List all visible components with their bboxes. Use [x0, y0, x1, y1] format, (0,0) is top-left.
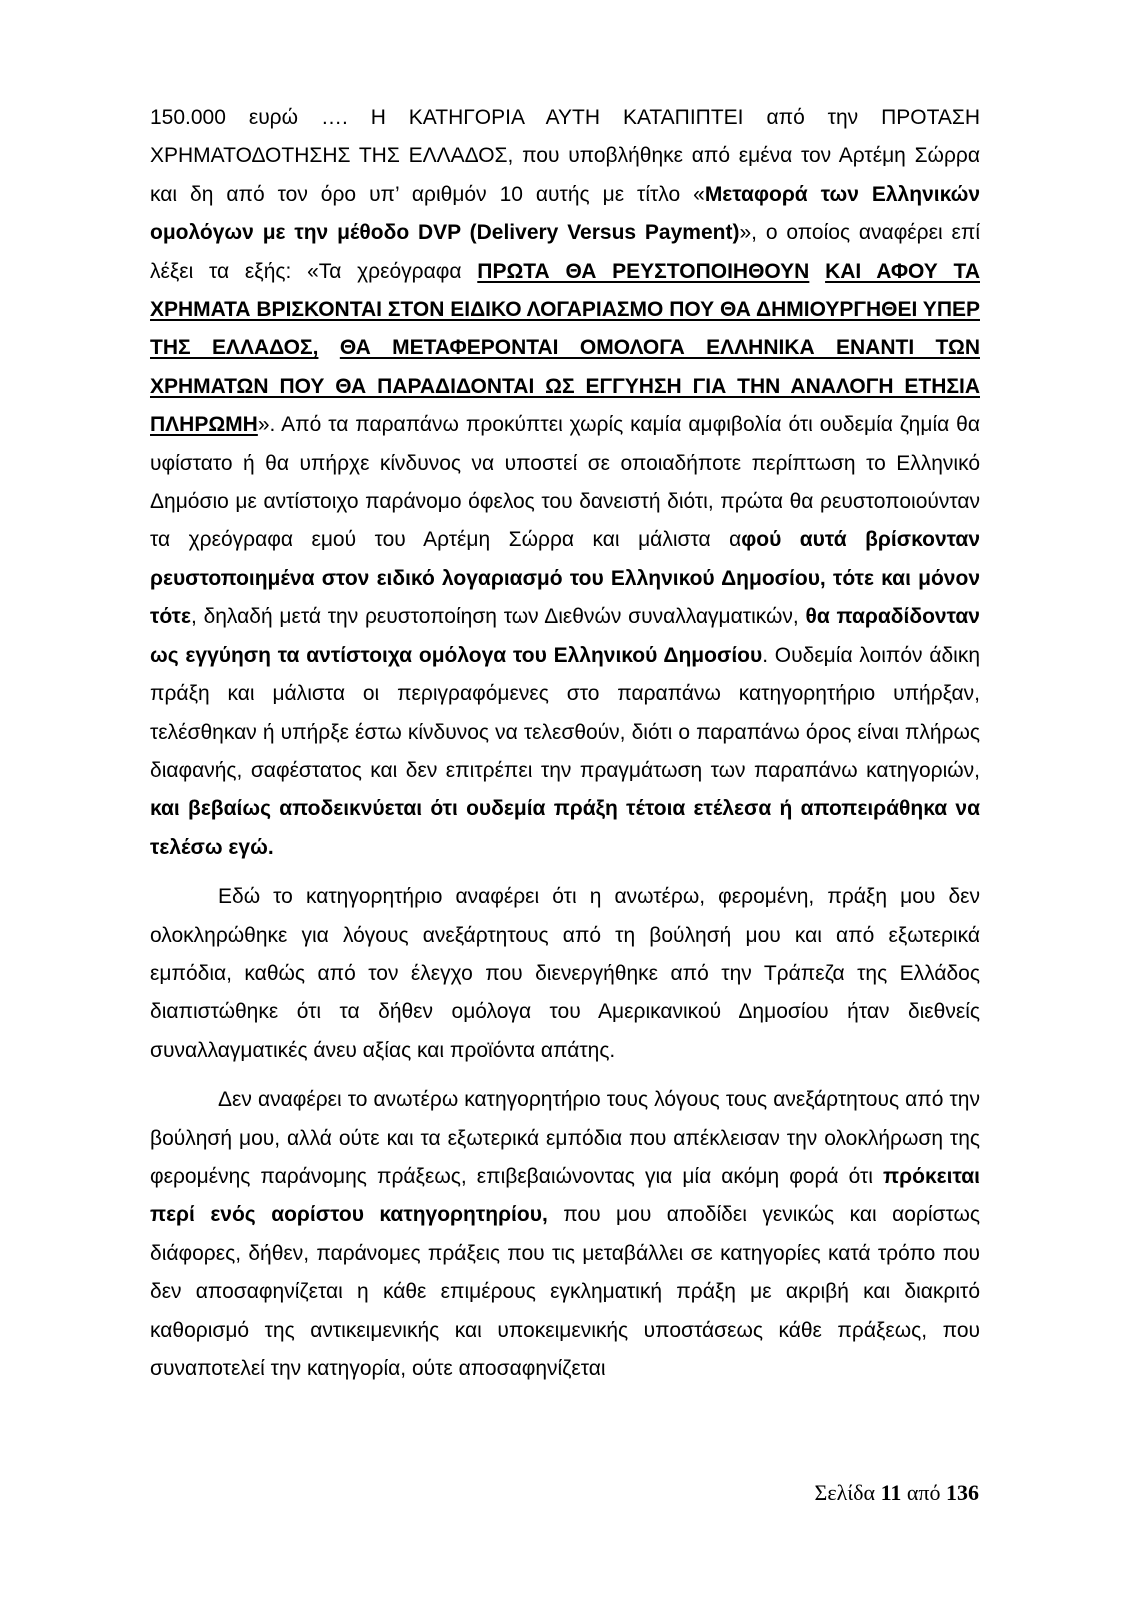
text-run: Εδώ το κατηγορητήριο αναφέρει ότι η ανωτέρω, φερομένη, πράξη μου δεν ολοκληρώθηκε για λόγους ανεξάρτητους από τη βούλησή μου και από εξωτερικά εμπόδια, καθώς από τον έλεγχο που διενεργήθηκε από την Τράπεζα της Ελλάδος διαπιστώθηκε ότι τα δήθεν ομόλογα του Αμερικανικού Δημοσίου ήταν διεθνείς συναλλαγματικές άνευ αξίας και προϊόντα απάτης. [150, 885, 980, 1062]
text-run [809, 260, 825, 283]
paragraph [150, 1081, 980, 1388]
emphasis-underlined-text: ΚΑΙ ΑΦΟΥ ΤΑ ΧΡΗΜΑΤΑ ΒΡΙΣΚΟΝΤΑΙ ΣΤΟΝ ΕΙΔΙΚΟ ΛΟΓΑΡΙΑΣΜΟ ΠΟΥ ΘΑ ΔΗΜΙΟΥΡΓΗΘΕΙ ΥΠΕΡ ΤΗΣ ΕΛΛΑΔΟΣ, [150, 259, 980, 360]
emphasis-underlined-text: ΘΑ ΜΕΤΑΦΕΡΟΝΤΑΙ ΟΜΟΛΟΓΑ ΕΛΛΗΝΙΚΑ ΕΝΑΝΤΙ ΤΩΝ ΧΡΗΜΑΤΩΝ ΠΟΥ ΘΑ ΠΑΡΑΔΙΔΟΝΤΑΙ ΩΣ ΕΓΓΥΗΣΗ ΓΙΑ ΤΗΝ ΑΝΑΛΟΓΗ ΕΤΗΣΙΑ ΠΛΗΡΩΜΗ [150, 336, 980, 437]
text-run: , δηλαδή μετά την ρευστοποίηση των Διεθνών συναλλαγματικών, [190, 605, 806, 629]
page-label: Σελίδα [814, 1480, 876, 1505]
text-run: που μου αποδίδει γενικώς και αορίστως διάφορες, δήθεν, παράνομες πράξεις που τις μεταβάλλει σε κατηγορίες κατά τρόπο που δεν αποσαφηνίζεται η κάθε επιμέρους εγκληματική πράξη με ακριβή και διακριτό καθορισμό της αντικειμενικής και υποκειμενικής υποστάσεως κάθε πράξεως, που συναποτελεί την κατηγορία, ούτε αποσαφηνίζεται [150, 1203, 980, 1380]
text-run: ». Από τα παραπάνω προκύπτει χωρίς καμία αμφιβολία ότι ουδεμία ζημία θα υφίστατο ή θα υπήρχε κίνδυνος να υποστεί σε οποιαδήποτε περίπτωση το Ελληνικό Δημόσιο με αντίστοιχο παράνομο όφελος του δανειστή διότι, πρώτα θα ρευστοποιούνταν τα χρεόγραφα εμού του Αρτέμη Σώρρα και μάλιστα α [150, 413, 980, 552]
page-footer [815, 1480, 979, 1506]
page-number: 11 [880, 1480, 902, 1505]
emphasis-text: θα παραδίδονταν ως εγγύηση τα αντίστοιχα ομόλογα του Ελληνικού Δημοσίου [150, 605, 980, 667]
paragraph [150, 99, 980, 867]
text-run [318, 336, 339, 359]
paragraph [150, 878, 980, 1070]
text-run: 150.000 ευρώ …. Η ΚΑΤΗΓΟΡΙΑ ΑΥΤΗ ΚΑΤΑΠΙΠΤΕΙ από την ΠΡΟΤΑΣΗ ΧΡΗΜΑΤΟΔΟΤΗΣΗΣ ΤΗΣ ΕΛΛΑΔΟΣ, που υποβλήθηκε από εμένα τον Αρτέμη Σώρρα και δη από τον όρο υπ’ αριθμόν 10 αυτής με τίτλο « [150, 106, 980, 206]
text-run: Δεν αναφέρει το ανωτέρω κατηγορητήριο τους λόγους τους ανεξάρτητους από την βούλησή μου, αλλά ούτε και τα εξωτερικά εμπόδια που απέκλεισαν την ολοκλήρωση της φερομένης παράνομης πράξεως, επιβεβαιώνοντας για μία ακόμη φορά ότι [150, 1088, 980, 1188]
emphasis-text: Μεταφορά των Ελληνικών ομολόγων με την μέθοδο DVP (Delivery Versus Payment) [150, 182, 981, 245]
page-total: 136 [946, 1480, 979, 1505]
emphasis-text: και βεβαίως αποδεικνύεται ότι ουδεμία πράξη τέτοια ετέλεσα ή αποπειράθηκα να τελέσω εγώ. [150, 797, 980, 859]
body-text [150, 99, 980, 1388]
text-run: . Ουδεμία λοιπόν άδικη πράξη και μάλιστα οι περιγραφόμενες στο παραπάνω κατηγορητήριο υπήρξαν, τελέσθηκαν ή υπήρξε έστω κίνδυνος να τελεσθούν, διότι ο παραπάνω όρος είναι πλήρως διαφανής, σαφέστατος και δεν επιτρέπει την πραγμάτωση των παραπάνω κατηγοριών, [150, 643, 980, 782]
text-run: », ο οποίος αναφέρει επί λέξει τα εξής: «Τα χρεόγραφα [150, 221, 981, 283]
emphasis-text: πρόκειται περί ενός αορίστου κατηγορητηρίου, [150, 1164, 980, 1227]
page-of-label: από [906, 1480, 941, 1505]
emphasis-underlined-text: ΠΡΩΤΑ ΘΑ ΡΕΥΣΤΟΠΟΙΗΘΟΥΝ [477, 259, 810, 283]
emphasis-text: φού αυτά βρίσκονταν ρευστοποιημένα στον ειδικό λογαριασμό του Ελληνικού Δημοσίου, τότε και μόνον τότε [150, 528, 980, 629]
